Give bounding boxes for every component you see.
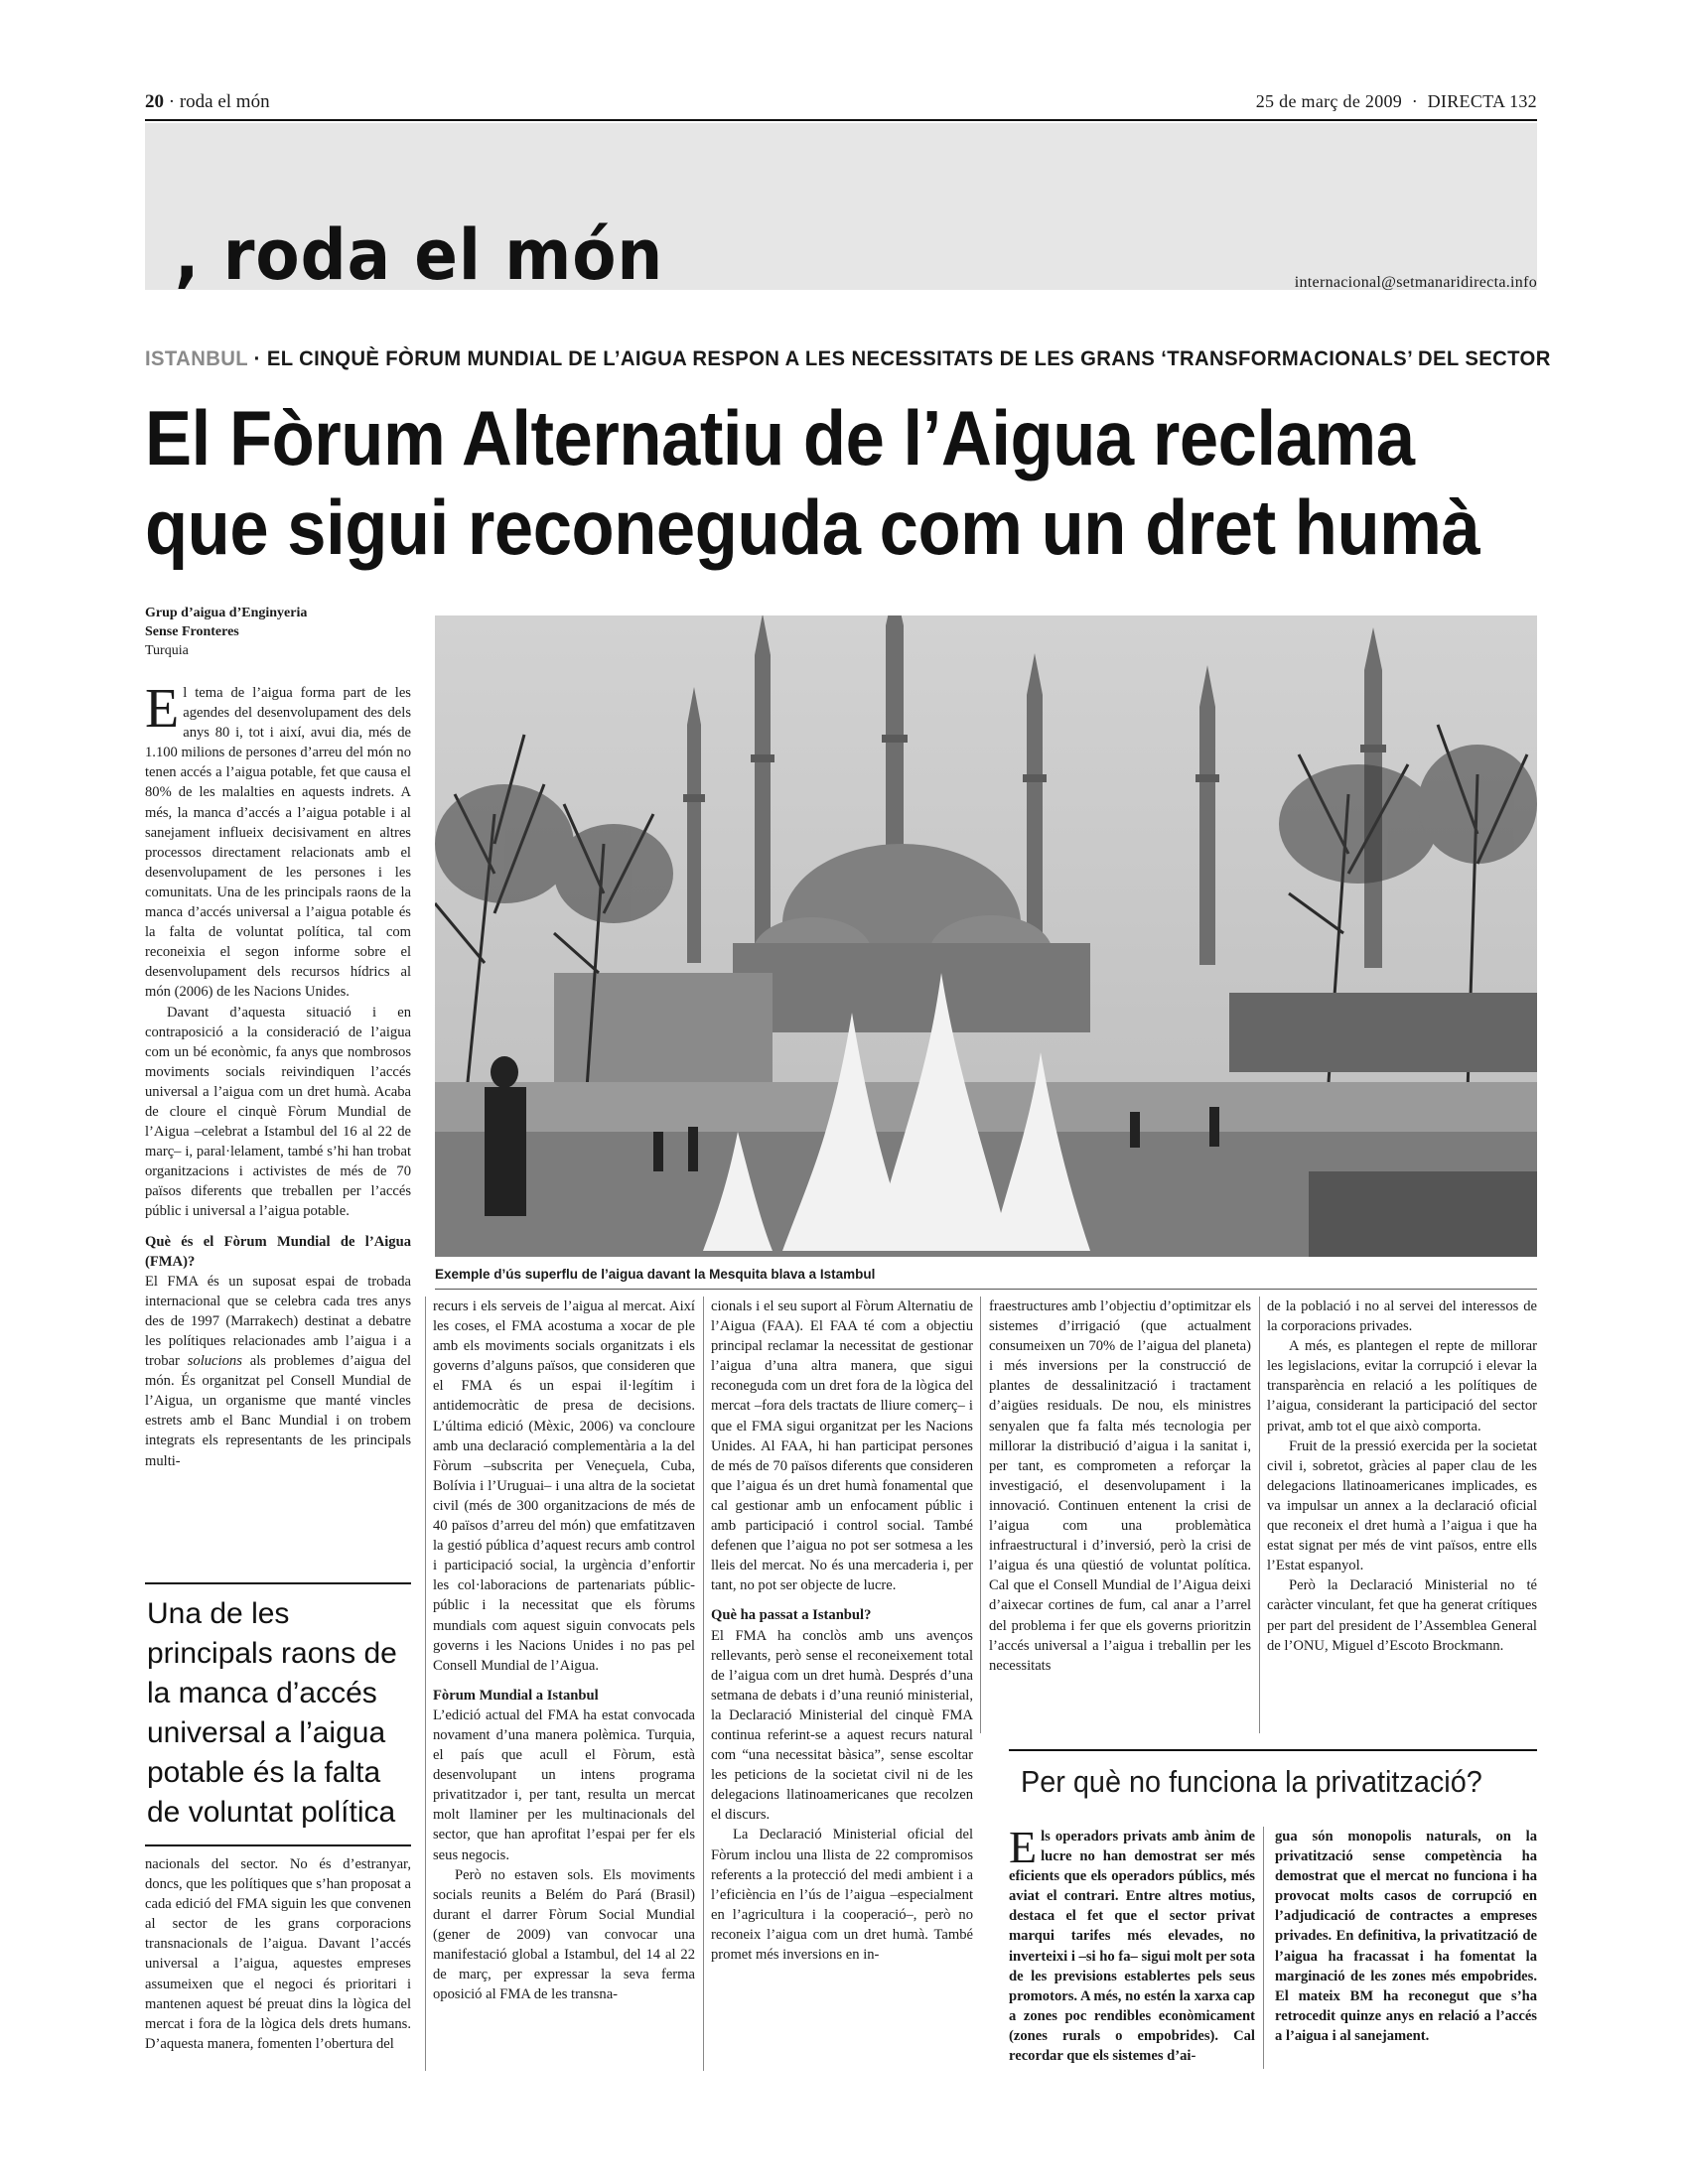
subheading: Què és el Fòrum Mundial de l’Aigua (FMA)? (145, 1233, 411, 1270)
sidebar-column-1: Els operadors privats amb ànim de lucre no han demostrat ser més eficients que els operadors públics, més aviat el contrari. Entre altres motius, destaca el fet que el sector privat marqui tarifes més elevades, no inverteixi i –si ho fa– sigui molt per sota de les previsions establertes pels seus promotors. A més, no estén la xarxa cap a zones poc rendibles econòmicament (zones rurals o empobrides). Cal recordar que els sistemes d’ai- (1009, 1822, 1255, 2065)
byline-location: Turquia (145, 643, 189, 658)
photo-illustration (435, 615, 1537, 1257)
paragraph: El tema de l’aigua forma part de les agendes del desenvolupament des dels anys 80 i, tot i així, avui dia, més de 1.100 milions de persones d’arreu del món no tenen accés a l’aigua potable, fet que causa el 80% de les malalties en aquests indrets. A més, la manca d’accés a l’aigua potable i al sanejament influeix decisivament en altres processos directament relacionats amb el desenvolupament de les persones i les comunitats. Una de les principals raons de la manca d’accés universal a l’aigua potable és la falta de voluntat política, tal com reconeixia el segon informe sobre el desenvolupament dels recursos hídrics al món (2006) de les Nacions Unides. (145, 678, 411, 1001)
paragraph: Davant d’aquesta situació i en contraposició a la consideració de l’aigua com un bé econòmic, fa anys que nombrosos moviments socials reivindiquen l’accés universal a l’aigua com un dret humà. Acaba de cloure el cinquè Fòrum Mundial de l’Aigua –celebrat a Istambul del 16 al 22 de març– i, paral·lelament, també s’hi han trobat organitzacions i activistes de més de 70 països diferents que treballen per l’accés públic i universal a l’aigua potable. (145, 1004, 411, 1220)
page-number: 20 (145, 91, 164, 112)
article-column-4 (989, 1297, 1251, 1676)
drop-cap: E (145, 678, 180, 740)
article-column-3 (711, 1297, 973, 1965)
byline-author-1: Grup d’aigua d’Enginyeria (145, 606, 308, 620)
paragraph: fraestructures amb l’objectiu d’optimitzar els sistemes d’irrigació (que actualment consumeixen un 70% de l’aigua del planeta) i més inversions per la construcció de plantes de dessalinització i tractament d’aigües residuals. De nou, els ministres senyalen que fa falta més tecnologia per millorar la distribució d’aigua i la sanitat i, per tant, es comprometen a reforçar la investigació, el desenvolupament i la innovació. Continuen entenent la crisi de l’aigua com una problemàtica infraestructural i d’inversió, però la crisi de l’aigua és una qüestió de voluntat política. Cal que el Consell Mundial de l’Aigua deixi d’aixecar cortines de fum, cal anar a l’arrel del problema i fer que els governs prioritzin l’accés universal a l’aigua i treballin per les necessitats (989, 1298, 1251, 1674)
paragraph: recurs i els serveis de l’aigua al mercat. Així les coses, el FMA acostuma a xocar de ple amb els moviments socials organitzats i els governs d’alguns països, que consideren que el FMA és un espai il·legítim i antidemocràtic de presa de decisions. L’última edició (Mèxic, 2006) va concloure amb una declaració complementària a la del Fòrum –subscrita per Veneçuela, Cuba, Bolívia i l’Uruguai– i una altra de la societat civil (més de 300 organitzacions de més de 40 països d’arreu del món) que emfatitzaven la gestió pública d’aquest recurs amb control i participació social, la urgència d’enfortir les col·laboracions de partenariats públic-públic i la necessitat que els fòrums mundials com aquest siguin convocats pels governs i les Nacions Unides i no pas pel Consell Mundial de l’Aigua. (433, 1298, 695, 1674)
photo-caption: Exemple d’ús superflu de l’aigua davant la Mesquita blava a Istambul (435, 1267, 876, 1282)
paragraph: L’edició actual del FMA ha estat convocada novament d’una manera polèmica. Turquia, el país que acull el Fòrum, està desenvolupant un intens programa privatitzador i, per tant, resulta un mercat molt llaminer per les multinacionals del sector, que han aprofitat l’espai per fer els seus negocis. (433, 1706, 695, 1863)
section-title: , roda el món (175, 214, 664, 296)
subheading: Què ha passat a Istanbul? (711, 1607, 872, 1624)
pull-quote: Una de les principals raons de la manca d’accés universal a l’aigua potable és la falta de voluntat política (147, 1597, 397, 1829)
article-column-2 (433, 1297, 695, 2004)
column-divider (425, 1297, 426, 2071)
column-divider (1259, 1297, 1260, 1733)
paragraph: cionals i el seu suport al Fòrum Alternatiu de l’Aigua (FAA). El FAA té com a objectiu principal reclamar la necessitat de gestionar l’aigua d’una altra manera, que sigui reconeguda com un dret fora de la lògica del mercat –fora dels tractats de lliure comerç– i que el FMA sigui organitzat per les Nacions Unides. Al FAA, hi han participat persones de més de 70 països diferents que consideren que l’aigua és un dret humà fonamental que cal gestionar amb un enfocament públic i amb participació i control social. També defenen que l’aigua no pot ser sotmesa a les lleis del mercat. No és una mercaderia i, per tant, no pot ser objecte de lucre. (711, 1298, 973, 1594)
paragraph: Però la Declaració Ministerial no té caràcter vinculant, fet que ha generat crítiques per part del president de l’Assemblea General de l’ONU, Miguel d’Escoto Brockmann. (1267, 1577, 1537, 1654)
page-folio (145, 91, 270, 113)
paragraph: Però no estaven sols. Els moviments socials reunits a Belém do Pará (Brasil) durant el darrer Fòrum Social Mundial (gener de 2009) van convocar una manifestació global a Istambul, del 14 al 22 de març, per expressar la seva ferma oposició al FMA de les transna- (433, 1866, 695, 2003)
issue-number: DIRECTA 132 (1427, 91, 1537, 111)
column-divider (703, 1297, 704, 2071)
paragraph: nacionals del sector. No és d’estranyar, doncs, que les polítiques que s’han proposat a cada edició del FMA siguin les que convenen al sector de les grans corporacions transnacionals de l’aigua. Davant l’accés universal a l’aigua, aquestes empreses assumeixen que el negoci és prioritari i mantenen aquest bé preuat dins la lògica del mercat i fora de la lògica dels drets humans. D’aquesta manera, fomenten l’obertura del (145, 1856, 411, 2052)
paragraph: La Declaració Ministerial oficial del Fòrum inclou una llista de 22 compromisos referents a la protecció del medi ambient i a l’eficiència en l’ús de l’aigua –especialment en l’agricultura i la cooperació–, però no reconeix l’aigua com un dret humà. També promet més inversions en in- (711, 1827, 973, 1963)
article-kicker (145, 347, 1551, 371)
header-rule (145, 119, 1537, 121)
subheading: Fòrum Mundial a Istanbul (433, 1687, 599, 1704)
column-divider (1263, 1827, 1264, 2069)
issue-date: 25 de març de 2009 (1255, 91, 1403, 111)
paragraph: El FMA és un suposat espai de trobada internacional que se celebra cada tres anys des de 1997 (Marrakech) destinat a debatre les polítiques relacionades amb l’aigua i a trobar solucions als problemes d’aigua del món. És organitzat pel Consell Mundial de l’Aigua, un organisme que manté vincles estrets amb el Banc Mundial i on trobem integrats els representants de les principals multi- (145, 1273, 411, 1469)
headline-line-1: El Fòrum Alternatiu de l’Aigua reclama (145, 394, 1415, 481)
paragraph: El FMA ha conclòs amb uns avenços rellevants, però sense el reconeixement total de l’aigua com un dret humà. Després d’una setmana de debats i d’una reunió ministerial, la Declaració Ministerial del cinquè FMA continua referint-se a aquest recurs natural com “una necessitat bàsica”, sense escoltar les peticions de la societat civil ni de les delegacions llatinoamericanes que recolzen el discurs. (711, 1627, 973, 1824)
sidebar-column-2: gua són monopolis naturals, on la privatització sense competència ha demostrat que el mercat no funciona i ha provocat molts casos de corrupció en l’adjudicació de contractes a empreses privades. En definitiva, la privatització de l’aigua ha fracassat i ha fomentat la marginació de les zones més empobrides. El mateix BM ha reconegut que s’ha retrocedit quinze anys en relació a l’accés a l’aigua i al sanejament. (1275, 1829, 1537, 2044)
kicker-place: ISTANBUL (145, 347, 248, 370)
kicker-text: · EL CINQUÈ FÒRUM MUNDIAL DE L’AIGUA RESPON A LES NECESSITATS DE LES GRANS ‘TRANSFORMACIONALS’ DEL SECTOR (247, 347, 1551, 370)
paragraph: A més, es plantegen el repte de millorar les legislacions, evitar la corrupció i elevar la transparència en relació a les polítiques de l’aigua, considerant la participació del sector privat, amb tot el que això comporta. (1267, 1338, 1537, 1434)
article-column-1 (145, 678, 411, 1471)
dateline (1256, 91, 1537, 112)
article-column-1-continued (145, 1854, 411, 2054)
dateline-separator: · (1411, 91, 1419, 111)
article-column-5 (1267, 1297, 1537, 1656)
sidebar-rule (1009, 1749, 1537, 1751)
paragraph: Fruit de la pressió exercida per la societat civil i, sobretot, gràcies al paper clau de les delegacions llatinoamericanes implicades, es va impulsar un annex a la declaració oficial que reconeix el dret humà a l’aigua i que ha estat signat per més de vint països, entre ells l’Estat espanyol. (1267, 1437, 1537, 1574)
byline-author-2: Sense Fronteres (145, 624, 239, 639)
pullquote-rule-bottom (145, 1844, 411, 1846)
section-email: internacional@setmanaridirecta.info (1294, 274, 1537, 291)
pullquote-rule-top (145, 1582, 411, 1584)
byline (145, 604, 307, 660)
folio-section: · roda el món (168, 91, 270, 112)
mosque-photo (435, 615, 1537, 1257)
paragraph: de la població i no al servei del interessos de la corporacions privades. (1267, 1298, 1537, 1335)
sidebar-title: Per què no funciona la privatització? (1021, 1764, 1482, 1799)
column-divider (980, 1297, 981, 1733)
drop-cap: E (1009, 1822, 1038, 1872)
caption-rule (435, 1289, 1537, 1290)
headline-line-2: que sigui reconeguda com un dret humà (145, 483, 1480, 571)
article-headline (145, 393, 1555, 572)
